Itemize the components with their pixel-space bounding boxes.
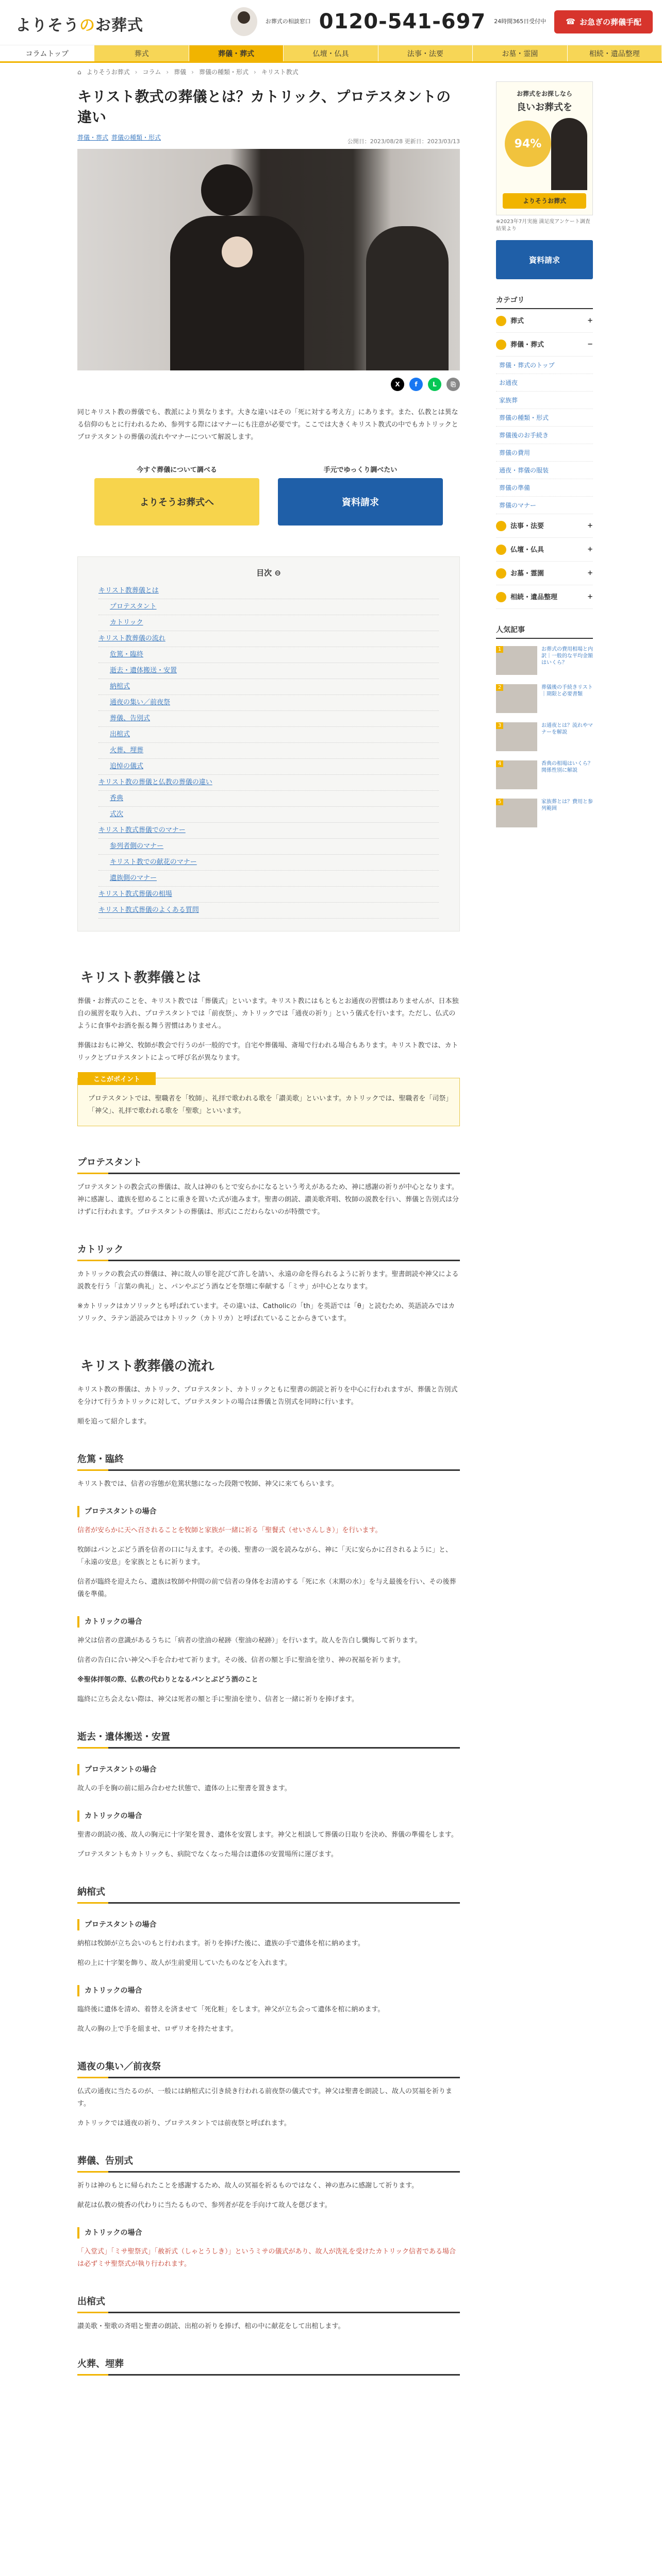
subsection-heading: 納棺式 [77,1885,460,1904]
nav-item[interactable]: 法事・法要 [378,45,473,61]
minor-heading: プロテスタントの場合 [77,1919,460,1930]
paragraph: キリスト教の葬儀は、カトリック、プロテスタント、カトリックともに聖書の朗読と祈りを中心に行われますが、葬儀と告別式を分けて行うカトリックに対して、プロテスタントの場合は葬儀と告別式を同時に行います。 [77,1386,458,1406]
minor-heading: カトリックの場合 [77,2227,460,2239]
subsection-heading: 通夜の集い／前夜祭 [77,2059,460,2078]
table-of-contents [77,556,460,931]
paragraph: 仏式の通夜に当たるのが、一般には納棺式に引き続き行われる前夜祭の儀式です。神父は聖書を朗読し、故人の冥福を祈ります。 [77,2088,452,2108]
rank-number: 5 [496,799,503,805]
breadcrumb-item[interactable]: 葬儀の種類・形式 [198,69,249,76]
ranking-thumbnail [496,799,537,827]
toc-item[interactable]: カトリック [98,615,439,631]
subsection-heading: 逝去・遺体搬送・安置 [77,1730,460,1749]
paragraph: 臨終後に遺体を清め、着替えを済ませて「死化粧」をします。神父が立ち会って遺体を棺に納めます。 [77,2006,385,2013]
page-title: キリスト教式の葬儀とは？カトリック、プロテスタントの違い [77,88,451,126]
category-label: お墓・霊園 [510,569,544,578]
sidebar-brochure-banner[interactable]: 資料請求 [496,240,593,279]
category-label: 葬儀・葬式 [510,341,544,349]
ranking-item[interactable] [496,646,593,677]
toc-item[interactable]: 通夜の集い／前夜祭 [98,695,439,711]
toc-item[interactable]: キリスト教の葬儀と仏教の葬儀の違い [98,775,439,791]
paragraph: 聖書の朗読の後、故人の胸元に十字架を置き、遺体を安置します。神父と相談して葬儀の日取りを決め、葬儀の準備をします。 [77,1831,458,1839]
breadcrumb-item[interactable]: コラム [142,69,161,76]
subsection-heading: 危篤・臨終 [77,1452,460,1471]
toc-item[interactable]: キリスト教式葬儀の相場 [98,887,439,903]
tag-link[interactable]: 葬儀の種類・形式 [111,134,161,141]
chevron-right-icon: › [166,69,169,76]
section-heading: キリスト教葬儀とは [77,968,460,988]
paragraph: 牧師はパンとぶどう酒を信者の口に与えます。その後、聖書の一説を読みながら、神に「天に安らかに召されるように」と、「永遠の安息」を家族とともに祈ります。 [77,1546,452,1566]
subcategory-link[interactable]: 葬儀・葬式のトップ [496,357,593,374]
share-buttons [77,378,460,391]
chevron-right-icon: › [135,69,138,76]
toc-item[interactable]: 葬儀、告別式 [98,711,439,727]
site-header [0,0,662,45]
category-item[interactable] [496,514,593,538]
subcategory-link[interactable]: 葬儀の費用 [496,444,593,462]
expand-icon[interactable]: − [587,341,593,348]
rank-number: 1 [496,646,503,653]
category-icon [496,568,506,579]
paragraph: 信者が安らかに天へ召されることを牧師と家族が一緒に祈る「聖餐式（せいさんしき）」を行います。 [77,1527,382,1534]
category-label: 法事・法要 [510,522,544,530]
toc-item[interactable]: 参列者側のマナー [98,839,439,855]
hero-image [77,149,460,370]
rank-number: 2 [496,684,503,691]
breadcrumb-item: キリスト教式 [261,69,299,76]
minor-heading: プロテスタントの場合 [77,1506,460,1517]
article-main [77,81,460,2376]
global-nav [0,45,662,63]
toc-item[interactable]: 式次 [98,807,439,823]
ranking-thumbnail [496,646,537,675]
cta-left-caption: 今すぐ葬儀について調べる [137,466,217,474]
toc-item[interactable]: 追悼の儀式 [98,759,439,775]
ranking-title: 香典の相場はいくら？関係性別に解説 [541,761,593,773]
ranking-title: お通夜とは？流れやマナーを解説 [541,723,593,735]
expand-icon[interactable]: + [587,569,593,577]
ranking-thumbnail [496,722,537,751]
nav-item[interactable]: 葬式 [94,45,189,61]
paragraph: プロテスタントの教会式の葬儀は、故人は神のもとで安らかになるという考えがあるため、神に感謝の祈りが中心となります。神に感謝し、遺族を慰めることに重きを置いた式が進みます。聖書の朗読、讃美歌斉唱、牧師の説教を行い、葬儀と告別式は分けずに行われます。プロテスタントの葬儀は、形式にこだわらないのが特徴です。 [77,1183,459,1216]
paragraph: 葬儀はおもに神父、牧師が教会で行うのが一般的です。自宅や葬儀場、斎場で行われる場合もあります。キリスト教では、カトリックとプロテスタントによって呼び名が異なります。 [77,1042,458,1062]
rank-number: 4 [496,760,503,767]
home-icon: ⌂ [77,69,81,76]
ranking-heading: 人気記事 [496,624,593,639]
ranking-item[interactable] [496,722,593,753]
subsection-heading: 葬儀、告別式 [77,2154,460,2173]
intro-text: 同じキリスト教の葬儀でも、教派により異なります。大きな違いはその「死に対する考え方」にあります。また、仏教とは異なる信仰のもとに行われるため、参列する際にはマナーにも注意が必要です。ここでは大きくキリスト教式の中でもカトリックとプロテスタントの葬儀の流れやマナーについて解説します。 [77,409,458,441]
category-item[interactable] [496,309,593,333]
ranking-thumbnail [496,684,537,713]
facebook-share-icon[interactable]: f [409,378,423,391]
paragraph: 信者の告白に合い神父へ手を合わせて祈ります。その後、信者の額と手に聖油を塗り、神の祝福を祈ります。 [77,1656,405,1664]
ranking-title: 家族葬とは？費用と参列範囲 [541,799,593,811]
subcategory-link[interactable]: 葬儀後のお手続き [496,427,593,444]
ranking-title: お葬式の費用相場と内訳｜一般的な平均金額はいくら？ [541,647,593,666]
chevron-right-icon: › [254,69,256,76]
staff-photo [551,118,587,190]
chevron-right-icon: › [191,69,194,76]
breadcrumb-item[interactable]: 葬儀 [174,69,187,76]
paragraph: 献花は仏教の焼香の代わりに当たるもので、参列者が花を手向けて故人を偲びます。 [77,2201,332,2209]
sidebar [496,81,593,829]
ranking-title: 葬儀後の手続きリスト｜期限と必要書類 [541,685,593,697]
toc-item[interactable]: 出棺式 [98,727,439,743]
breadcrumb-item[interactable]: よりそうお葬式 [86,69,130,76]
category-icon [496,316,506,326]
staff-avatar [230,7,257,36]
tag-link[interactable]: 葬儀・葬式 [77,134,109,141]
paragraph: プロテスタントもカトリックも、病院でなくなった場合は遺体の安置場所に運びます。 [77,1851,338,1858]
paragraph: 棺の上に十字架を飾り、故人が生前愛用していたものなどを入れます。 [77,1959,291,1967]
paragraph: キリスト教では、信者の容態が危篤状態になった段階で牧師、神父に来てもらいます。 [77,1480,338,1488]
nav-item[interactable]: 相続・遺品整理 [568,45,662,61]
category-icon [496,340,506,350]
nav-item[interactable]: 仏壇・仏具 [284,45,378,61]
category-label: 葬式 [510,317,524,325]
consult-badge: お葬式の相談窓口 [265,18,311,25]
sidebar-cta-button[interactable]: よりそうお葬式 [503,193,586,209]
subcategory-link[interactable]: 通夜・葬儀の服装 [496,462,593,479]
category-icon [496,521,506,531]
sidebar-note: ※2023年7月実施 満足度アンケート調査結果より [496,219,590,232]
yorisou-banner[interactable]: よりそうお葬式へ [94,478,259,526]
paragraph: 故人の胸の上で手を組ませ、ロザリオを持たせます。 [77,2025,238,2033]
ranking-item[interactable] [496,760,593,791]
subsection-heading: カトリック [77,1242,460,1261]
toc-item[interactable]: 逝去・遺体搬送・安置 [98,663,439,679]
note-text: ※聖体拝領の際、仏教の代わりとなるパンとぶどう酒のこと [77,1676,258,1684]
paragraph: 葬儀・お葬式のことを、キリスト教では「葬儀式」といいます。キリスト教にはもともとお通夜の習慣はありませんが、日本独自の風習を取り入れ、プロテスタントでは「前夜祭」、カトリックでは「通夜の祈り」という儀式を行います。ただし、仏式のように食事やお酒を振る舞う習慣はありません。 [77,997,459,1030]
phone-icon: ☎ [566,17,575,26]
paragraph: 納棺は牧師が立ち会いのもと行われます。祈りを捧げた後に、遺族の手で遺体を棺に納めます。 [77,1940,365,1947]
ranking-thumbnail [496,760,537,789]
rank-number: 3 [496,722,503,729]
cta-right-caption: 手元でゆっくり調べたい [323,466,398,474]
breadcrumb [0,63,662,81]
expand-icon[interactable]: + [587,522,593,530]
category-item[interactable] [496,333,593,357]
satisfaction-medal: 94% [505,121,551,167]
paragraph: カトリックでは通夜の祈り、プロテスタントでは前夜祭と呼ばれます。 [77,2120,291,2127]
toc-item[interactable]: キリスト教式葬儀でのマナー [98,823,439,839]
paragraph: 順を追って紹介します。 [77,1418,151,1426]
paragraph: 信者が臨終を迎えたら、遺族は牧師や仲間の前で信者の身体をお清めする「死に水（末期の水）」を与え最後を行い、その後葬儀を準備。 [77,1578,456,1598]
paragraph: 祈りは神のもとに帰られたことを感謝するため、故人の冥福を祈るものではなく、神の恵みに感謝して祈ります。 [77,2182,419,2190]
copy-link-icon[interactable]: ⎘ [446,378,460,391]
toc-item[interactable]: 遺族側のマナー [98,871,439,887]
x-share-icon[interactable]: X [391,378,404,391]
nav-item[interactable]: お墓・霊園 [473,45,567,61]
toc-item[interactable]: 香典 [98,791,439,807]
category-item[interactable] [496,585,593,609]
category-heading: カテゴリ [496,295,593,309]
toc-item[interactable]: キリスト教葬儀とは [98,583,439,599]
minor-heading: カトリックの場合 [77,1810,460,1822]
expand-icon[interactable]: + [587,317,593,325]
point-box [77,1078,460,1126]
site-logo[interactable]: よりそうのお葬式 [15,16,143,35]
paragraph: 故人の手を胸の前に組み合わせた状態で、遺体の上に聖書を置きます。 [77,1785,291,1792]
section-heading: キリスト教葬儀の流れ [77,1356,460,1377]
ranking-item[interactable] [496,684,593,715]
subcategory-link[interactable]: 葬儀の準備 [496,479,593,497]
line-share-icon[interactable]: L [428,378,441,391]
phone-number[interactable]: 0120-541-697 [319,10,486,33]
toc-item[interactable]: 危篤・臨終 [98,647,439,663]
note-text: ※カトリックはカソリックとも呼ばれています。その違いは、Catholicの「th」を英語では「θ」と読むため、英語読みではカソリック、ラテン語読みではカトリック（カトリカ）と呼ばれていることからきています。 [77,1302,455,1323]
paragraph: カトリックの教会式の葬儀は、神に故人の罪を詫びて許しを請い、永遠の命を得られるように祈ります。聖書朗読や神父による説教を行う「言葉の典礼」と、パンやぶどう酒などを祭壇に奉献する「ミサ」が中心となります。 [77,1270,459,1291]
brochure-banner[interactable]: 資料請求 [278,478,443,526]
subcategory-link[interactable]: 家族葬 [496,392,593,409]
nav-item[interactable]: 葬儀・葬式 [189,45,284,61]
toc-item[interactable]: プロテスタント [98,599,439,615]
toc-title: 目次 [256,568,272,578]
sidebar-campaign-card[interactable]: お葬式をお探しなら 良いお葬式を 94% よりそうお葬式 [496,81,593,215]
toc-toggle-icon[interactable]: ⊖ [274,568,281,578]
minor-heading: カトリックの場合 [77,1616,460,1628]
toc-item[interactable]: キリスト教葬儀の流れ [98,631,439,647]
category-label: 仏壇・仏具 [510,546,544,554]
subsection-heading: 出棺式 [77,2294,460,2313]
ranking-item[interactable] [496,799,593,829]
point-label: ここがポイント [78,1072,156,1085]
minor-heading: カトリックの場合 [77,1985,460,1996]
nav-item[interactable]: コラムトップ [0,45,94,61]
subcategory-link[interactable]: 葬儀のマナー [496,497,593,514]
article-dates: 公開日：2023/08/28 更新日：2023/03/13 [347,138,460,145]
category-item[interactable] [496,562,593,585]
category-icon [496,592,506,602]
point-text: プロテスタントでは、聖職者を「牧師」、礼拝で歌われる歌を「讃美歌」といいます。カトリックでは、聖職者を「司祭」「神父」、礼拝で歌われる歌を「聖歌」といいます。 [88,1095,449,1115]
toc-item[interactable]: キリスト教式葬儀のよくある質問 [98,903,439,919]
paragraph: 神父は信者の意識があるうちに「病者の塗油の秘跡（聖油の秘跡）」を行います。故人を告白し懺悔して祈ります。 [77,1637,422,1645]
toc-item[interactable]: 火葬、埋葬 [98,743,439,759]
urgent-arrangement-button[interactable]: ☎ お急ぎの葬儀手配 [554,10,653,33]
category-icon [496,545,506,555]
subsection-heading: 火葬、埋葬 [77,2357,460,2376]
hours-text: 24時間365日受付中 [494,18,547,25]
minor-heading: プロテスタントの場合 [77,1764,460,1775]
paragraph: 「入堂式」「ミサ聖祭式」「赦祈式（しゃとうしき）」というミサの儀式があり、故人が洗礼を受けたカトリック信者である場合は必ずミサ聖祭式が執り行われます。 [77,2248,456,2268]
category-item[interactable] [496,538,593,562]
expand-icon[interactable]: + [587,593,593,601]
paragraph: 臨終に立ち会えない際は、神父は死者の額と手に聖油を塗り、信者と一緒に祈りを捧げます。 [77,1696,358,1703]
category-label: 相続・遺品整理 [510,593,558,601]
subcategory-link[interactable]: 葬儀の種類・形式 [496,409,593,427]
toc-item[interactable]: 納棺式 [98,679,439,695]
paragraph: 讃美歌・聖歌の斉唱と聖書の朗読、出棺の祈りを捧げ、棺の中に献花をして出棺します。 [77,2323,345,2330]
subcategory-link[interactable]: お通夜 [496,374,593,392]
subsection-heading: プロテスタント [77,1155,460,1174]
expand-icon[interactable]: + [587,546,593,553]
toc-item[interactable]: キリスト教での献花のマナー [98,855,439,871]
